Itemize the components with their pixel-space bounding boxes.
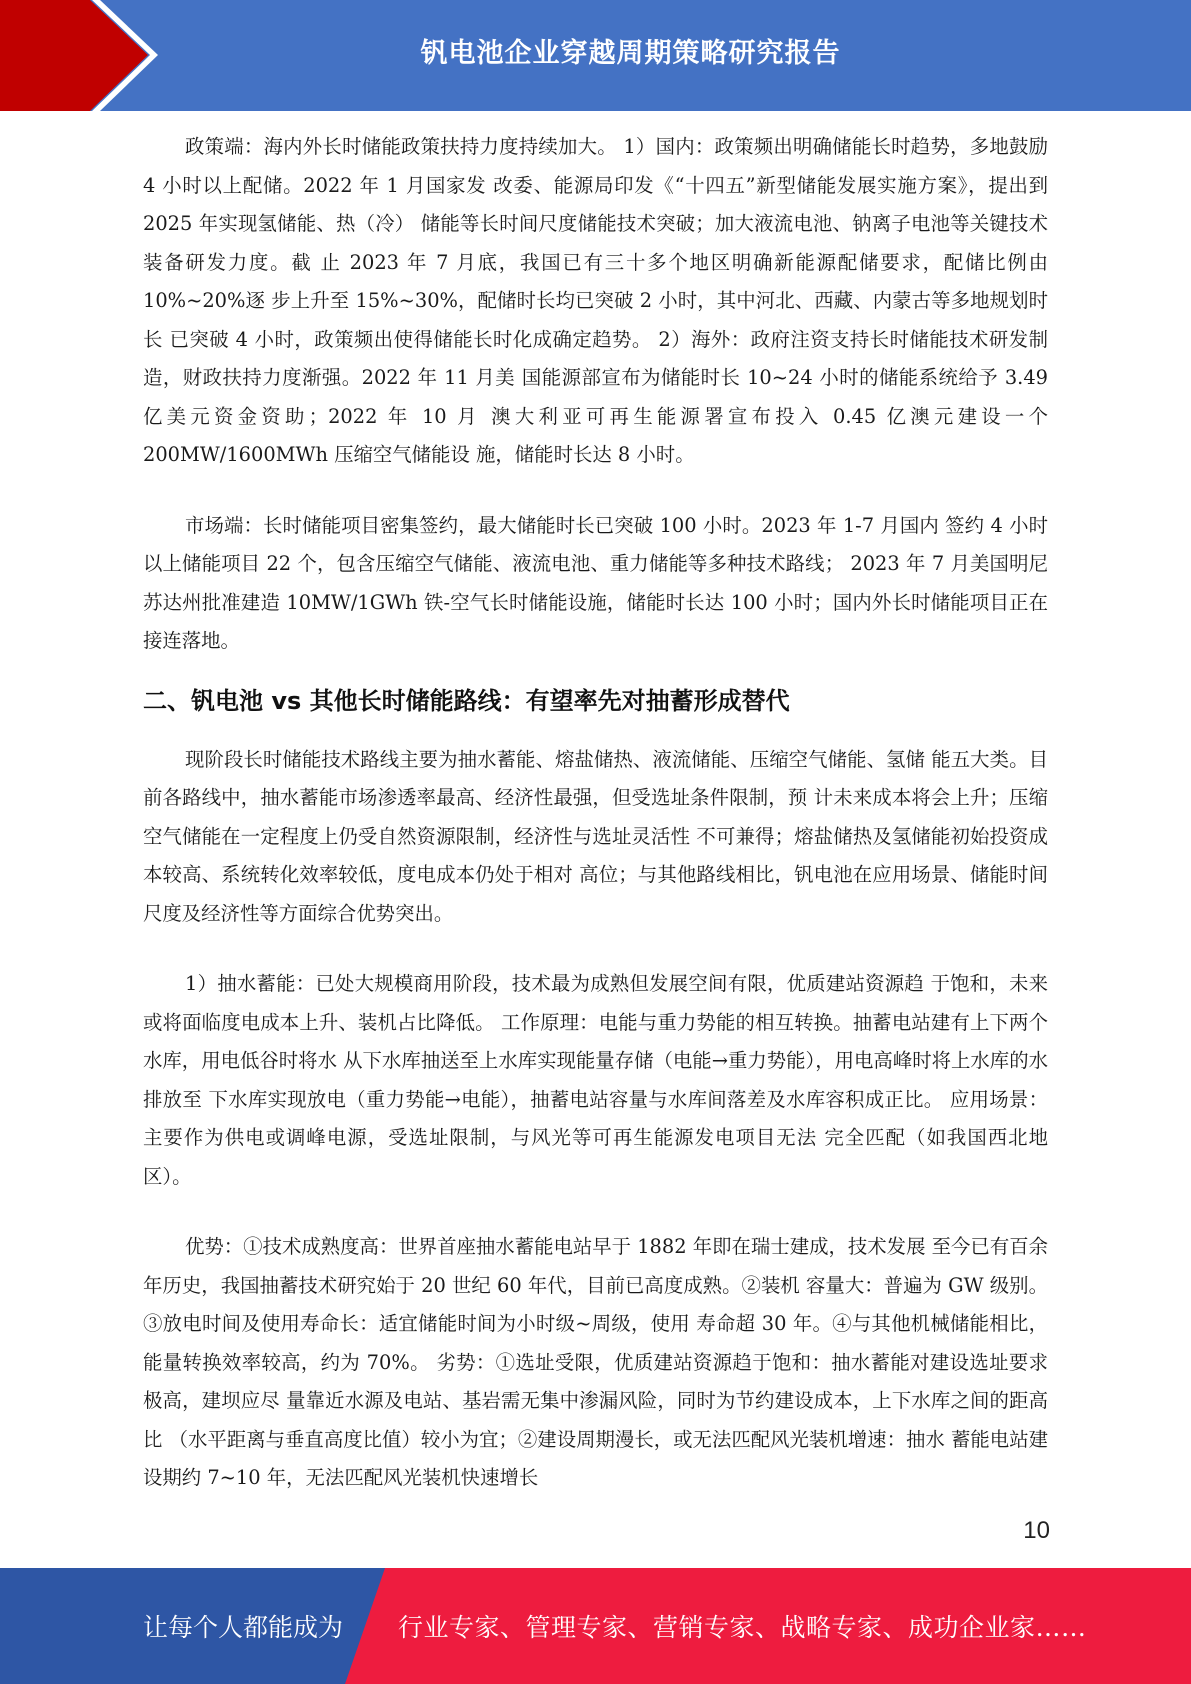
paragraph-advantages: 优势：①技术成熟度高：世界首座抽水蓄能电站早于 1882 年即在瑞士建成，技术发展 至今已有百余年历史，我国抽蓄技术研究始于 20 世纪 60 年代，目前已高度成熟。②装机 容量大：普遍为 GW 级别。③放电时间及使用寿命长：适宜储能时间为小时级~周级，使用 寿命超 30 年。④与其他机械储能相比，能量转换效率较高，约为 70%。 劣势：①选址受限，优质建站资源趋于饱和：抽水蓄能对建设选址要求极高，建坝应尽 量靠近水源及电站、基岩需无集中渗漏风险，同时为节约建设成本，上下水库之间的距高比 （水平距离与垂直高度比值）较小为宜；②建设周期漫长，或无法匹配风光装机增速：抽水 蓄能电站建设期约 7~10 年，无法匹配风光装机快速增长 <box>143 1235 1048 1489</box>
section-heading: 二、钒电池 vs 其他长时储能路线：有望率先对抽蓄形成替代 <box>143 686 790 715</box>
main-content <box>143 128 1048 1498</box>
paragraph-pumped-storage: 1）抽水蓄能：已处大规模商用阶段，技术最为成熟但发展空间有限，优质建站资源趋 于饱和，未来或将面临度电成本上升、装机占比降低。 工作原理：电能与重力势能的相互转换。抽蓄电站建有上下两个水库，用电低谷时将水 从下水库抽送至上水库实现能量存储（电能→重力势能），用电高峰时将上水库的水排放至 下水库实现放电（重力势能→电能），抽蓄电站容量与水库间落差及水库容积成正比。 应用场景：主要作为供电或调峰电源，受选址限制，与风光等可再生能源发电项目无法 完全匹配（如我国西北地区）。 <box>143 972 1048 1188</box>
paragraph-tech-routes: 现阶段长时储能技术路线主要为抽水蓄能、熔盐储热、液流储能、压缩空气储能、氢储 能五大类。目前各路线中，抽水蓄能市场渗透率最高、经济性最强，但受选址条件限制，预 计未来成本将会上升；压缩空气储能在一定程度上仍受自然资源限制，经济性与选址灵活性 不可兼得；熔盐储热及氢储能初始投资成本较高、系统转化效率较低，度电成本仍处于相对 高位；与其他路线相比，钒电池在应用场景、储能时间尺度及经济性等方面综合优势突出。 <box>143 747 1048 925</box>
footer-slogan-left: 让每个人都能成为 <box>143 1613 344 1642</box>
page-header <box>0 0 1191 111</box>
page-number: 10 <box>1023 1517 1050 1544</box>
page-footer <box>0 1568 1191 1684</box>
paragraph-policy: 政策端：海内外长时储能政策扶持力度持续加大。 1）国内：政策频出明确储能长时趋势，多地鼓励 4 小时以上配储。2022 年 1 月国家发 改委、能源局印发《“十四五”新型储能发展实施方案》，提出到 2025 年实现氢储能、热（冷） 储能等长时间尺度储能技术突破；加大液流电池、钠离子电池等关键技术装备研发力度。截 止 2023 年 7 月底，我国已有三十多个地区明确新能源配储要求，配储比例由 10%~20%逐 步上升至 15%~30%，配储时长均已突破 2 小时，其中河北、西藏、内蒙古等多地规划时长 已突破 4 小时，政策频出使得储能长时化成确定趋势。 2）海外：政府注资支持长时储能技术研发制造，财政扶持力度渐强。2022 年 11 月美 国能源部宣布为储能时长 10~24 小时的储能系统给予 3.49 亿美元资金资助；2022 年 10 月 澳大利亚可再生能源署宣布投入 0.45 亿澳元建设一个 200MW/1600MWh 压缩空气储能设 施，储能时长达 8 小时。 <box>143 135 1048 466</box>
footer-slogan-right: 行业专家、管理专家、营销专家、战略专家、成功企业家…… <box>398 1613 1087 1642</box>
paragraph-market: 市场端：长时储能项目密集签约，最大储能时长已突破 100 小时。2023 年 1-7 月国内 签约 4 小时以上储能项目 22 个，包含压缩空气储能、液流电池、重力储能等多种技术路线； 2023 年 7 月美国明尼苏达州批准建造 10MW/1GWh 铁-空气长时储能设施，储能时长达 100 小时；国内外长时储能项目正在接连落地。 <box>143 513 1048 652</box>
report-title: 钒电池企业穿越周期策略研究报告 <box>420 37 841 69</box>
